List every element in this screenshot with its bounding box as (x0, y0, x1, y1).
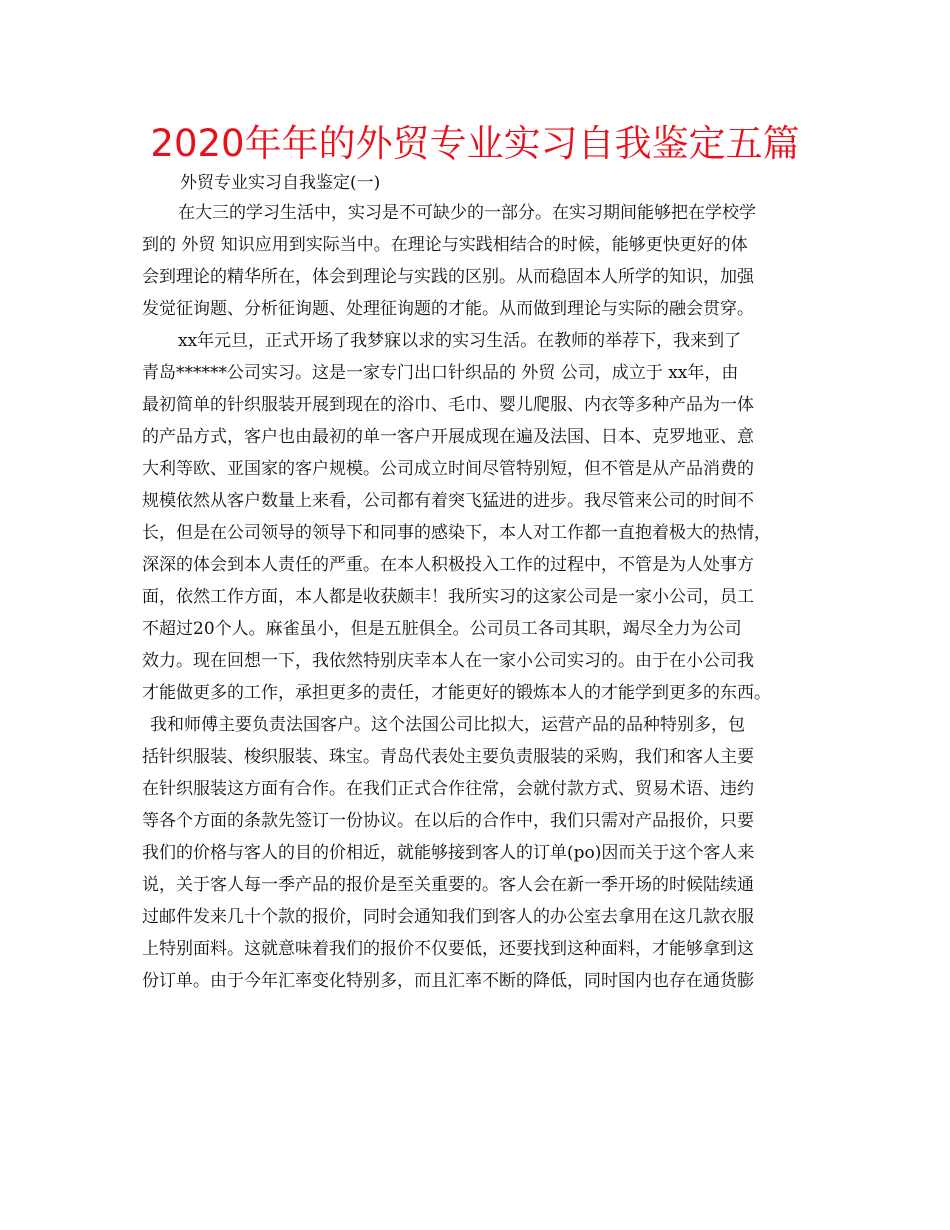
text-line: 在针织服装这方面有合作。在我们正式合作往常，会就付款方式、贸易术语、违约 (142, 779, 754, 799)
text-line: 不超过20个人。麻雀虽小，但是五脏俱全。公司员工各司其职，竭尽全力为公司 (142, 619, 742, 639)
text-line: 说，关于客人每一季产品的报价是至关重要的。客人会在新一季开场的时候陆续通 (142, 875, 754, 895)
text-line: 规模依然从客户数量上来看，公司都有着突飞猛进的进步。我尽管来公司的时间不 (142, 491, 754, 511)
text-line: 深深的体会到本人责任的严重。在本人积极投入工作的过程中，不管是为人处事方 (142, 555, 754, 575)
text-line: xx年元旦，正式开场了我梦寐以求的实习生活。在教师的举荐下，我来到了 (178, 331, 742, 351)
text-line: 发觉征询题、分析征询题、处理征询题的才能。从而做到理论与实际的融会贯穿。 (142, 299, 754, 319)
document-title: 2020年年的外贸专业实习自我鉴定五篇 (150, 122, 800, 165)
text-line: 到的 外贸 知识应用到实际当中。在理论与实践相结合的时候，能够更快更好的体 (142, 235, 748, 255)
text-line: 会到理论的精华所在，体会到理论与实践的区别。从而稳固本人所学的知识，加强 (142, 267, 754, 287)
text-line: 效力。现在回想一下，我依然特别庆幸本人在一家小公司实习的。由于在小公司我 (142, 651, 754, 671)
text-line: 在大三的学习生活中，实习是不可缺少的一部分。在实习期间能够把在学校学 (178, 203, 756, 223)
text-line: 才能做更多的工作，承担更多的责任，才能更好的锻炼本人的才能学到更多的东西。 (142, 683, 771, 703)
text-line: 等各个方面的条款先签订一份协议。在以后的合作中，我们只需对产品报价，只要 (142, 811, 754, 831)
text-line: 大利等欧、亚国家的客户规模。公司成立时间尽管特别短，但不管是从产品消费的 (142, 459, 754, 479)
text-line: 我和师傅主要负责法国客户。这个法国公司比拟大，运营产品的品种特别多，包 (150, 715, 745, 735)
text-line: 份订单。由于今年汇率变化特别多，而且汇率不断的降低，同时国内也存在通货膨 (142, 971, 754, 991)
text-line: 的产品方式，客户也由最初的单一客户开展成现在遍及法国、日本、克罗地亚、意 (142, 427, 754, 447)
text-line: 最初简单的针织服装开展到现在的浴巾、毛巾、婴儿爬服、内衣等多种产品为一体 (142, 395, 754, 415)
text-line: 上特别面料。这就意味着我们的报价不仅要低，还要找到这种面料，才能够拿到这 (142, 939, 754, 959)
text-line: 括针织服装、梭织服装、珠宝。青岛代表处主要负责服装的采购，我们和客人主要 (142, 747, 754, 767)
text-line: 过邮件发来几十个款的报价，同时会通知我们到客人的办公室去拿用在这几款衣服 (142, 907, 754, 927)
body-text (142, 197, 810, 997)
text-line: 长，但是在公司领导的领导下和同事的感染下，本人对工作都一直抱着极大的热情， (142, 523, 771, 543)
text-line: 我们的价格与客人的目的价相近，就能够接到客人的订单(po)因而关于这个客人来 (142, 843, 755, 863)
section-heading: 外贸专业实习自我鉴定(一) (180, 173, 381, 193)
text-line: 面，依然工作方面，本人都是收获颇丰！我所实习的这家公司是一家小公司，员工 (142, 587, 754, 607)
text-line: 青岛******公司实习。这是一家专门出口针织品的 外贸 公司，成立于 xx年，由 (142, 363, 739, 383)
